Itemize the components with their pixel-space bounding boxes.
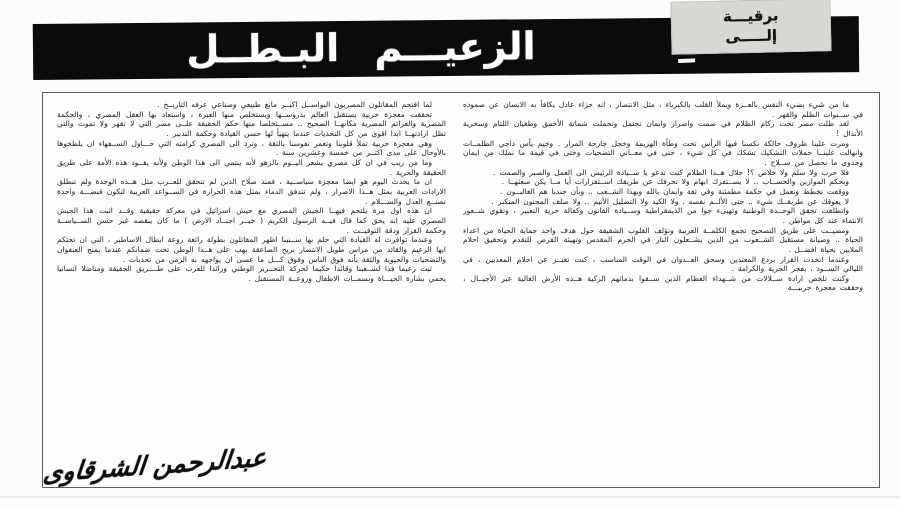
paragraph: ثبت زعيما فذا لشــعبنا وقائدا حكيما لحركة التحــرير الوطني ورائدا للعرب على طــــريق الحقيقة ومناضلا انسانيا يحمي بشارة الحيـــاة وبسمــات الاطفال وروعــة المستقبل . <box>57 264 446 283</box>
stamp-line-1: برقيـــة <box>722 6 779 26</box>
paragraph: لقد ظلت مصر تحت ركام الظلام في صمت واصرار وايمان تحتمل وتحملت شماتة الأحمق وطغيان اللئام وسخرية الأنذال ! <box>463 119 863 138</box>
headline-text: الزعيـــم البـطــل <box>186 24 536 72</box>
paragraph: ووقفت تخطط وتعمل في حكمة مطمئنة وفي ثقة وايمان بالله وبهذا الشــعب .. وبأن جندنا هم الغالبــون . <box>499 186 849 196</box>
page-edge-shadow <box>0 496 900 498</box>
paragraph: فلا حرب ولا سلم ولا خلاص ؟! خلال هــذا الظلام كنت تدعو يا ســيادة الرئيس الى العمل والصبر والصمت . <box>493 167 849 177</box>
telegram-stamp <box>670 0 831 55</box>
paragraph: تحققت معجزة حربية يستقبل العالم بدروســها ويستخلص منها العبرة ، واستعاد بها العقل المصري ، والحكمة المصرية والعزائم المصرية مكانهــا الصحيح .. مســتخلصا منها حكم الحقيقة علــى مصر التي لا تقهر ولا تموت والتي تظل ارادتهــا ابدا اقوى من كل التحديات عندما يتهيأ لها حسن القيادة وحكمة التدبير . <box>57 109 446 138</box>
paragraph: وهي معجزة حربية تملأ قلوبنا وتعمر نفوسنا بالثقة ، وترد الى المصري كرامته التي حـــاول الســفهاء ان يلطخوها بالأوحال على مدى اكثــر من خمسة وعشرين سنة . <box>57 138 446 158</box>
paragraph: ومضيــت على طريق التصحيح تجمع الكلمــة العربية وتؤلف القلوب الشقيقة حول هدف واحد حماية الحياة من اعداء الحياة .. وصيانة مستقبل الشــعوب من الذين يشــعلون النار في الحرم المقدس وتهيئة الفرص للتقدم وتحقيق احلام الملايين بحياة افضــل . <box>463 225 863 254</box>
banner-white-mark <box>678 58 695 63</box>
paragraph: لا يعوقك عن طريقــك شيء .. حتى الألــم نفسه . ولا الكيد ولا التضليل الأثيم .. ولا صلف المجنون المتكبر . <box>491 196 849 206</box>
article-column-left <box>57 100 446 456</box>
paragraph: ومرت علينا ظروف حالكة نكسنا فيها الرأس تحت وطأة الهزيمة وخجل جارحة المرار . وخيم يأس داجي الظلمــات وانهالت علينــا حملات التشكيك تشكك في كل شيء ، حتى في معــاني التضحيات وحتى في قيمة ما نملك من ايمان وجدوى ما نحصل من ســلاح . <box>463 138 863 167</box>
paragraph: وانطلقت تحقق الوحــدة الوطنية وتهيىء جوا من الديمقراطية وســيادة القانون وكفالة حرية التعبير ، وتقوي شــعور الانتماء عند كل مواطن . <box>463 206 863 225</box>
paragraph: ما من شيء يضيء النفس بالعــزة ويملأ القلب بالكبرياء ، مثل الانتصار ، انه جزاء عادل يكافأ به الانسان عن صموده في ســنوات الظلم والقهر . <box>463 100 863 119</box>
paragraph: ان ما يحدث اليوم هو ايضا معجزة سياســية ، فمنذ صلاح الدين لم تتحقق للعــرب مثل هــذه الوحدة ولم تنطلق الارادات العربية بمثل هــذا الاصرار ، ولم تتدفق الدماء بمثل هذه الحرارة في الســواعد العربية لتكون قبضـــة واحدة تصنــع العدل والســـلام . <box>57 177 446 206</box>
stamp-line-2: إلـــــى <box>725 26 778 46</box>
paragraph: وعندما اتخذت القرار بردع المعتدين وسحق العــدوان في الوقت المناسب ، كنت تعبــر عن احلام المعذبين ، في الليالي الســود ، بفجر الحرية والكرامة . <box>463 254 863 274</box>
paragraph: ان هذه اول مرة يلتحم فيهــا الجيش المصري مع جيش اسرائيل في معركة حقيقية وقــد اثبت هذا الجيش المصري عليه انه يحق كما قال فيــه الرسول الكريم ( خيــر اجنــاد الارض ) ما كان ينقصه غير حسن الســياســة وحكمة القرار ودقة التوقيــت . <box>57 206 446 235</box>
paragraph: وعندما توافرت له القيادة التي حلم بها ســنينا اظهر المقاتلون بطولة رائعة روعة ابطال الاساطير ، التي ان تحتكم ايها الزعيم والقائد من مراس طويل الانتصار بريح الصاعقة يهب على هــذا الوطن تحت ضمانكم عندما يمنح العنفوان والتضحيات والحيوية والثقة بأنه فوق الناس وفوق كـــل ما عسى ان يواجهه به الزمن من تحديات . <box>57 235 446 264</box>
paragraph: وبحكم الموازين والحســاب .. لا يســتفزك ابهام ولا تحرفك عن طريقك اســتفزازات أيا مــا يكن مبعثهــا . <box>501 177 849 187</box>
article-column-right <box>463 100 863 478</box>
paragraph: لما اقتحم المقاتلون المصريون البواســل اكبــر مانع طبيعي وصناعي عرفه التاريــخ . <box>157 100 432 109</box>
paragraph: وما من ريب في ان كل مصري يشعر اليــوم بالزهو لأنه ينتمي الى هذا الوطن ولأنه يقــود هذه الأمة على طريق الحقيقة والحرية . <box>57 157 446 177</box>
paragraph: وكنت تلخص ارادة ســلالات من شــهداء العظام الذين ســقوا بدمائهم الزكية هــذه الأرض الغالية عبر الأجيــال ، وحققت معجزة حربيـــة <box>463 273 863 293</box>
signature-handwritten: عبدالرحمن الشرقاوى <box>41 442 268 488</box>
